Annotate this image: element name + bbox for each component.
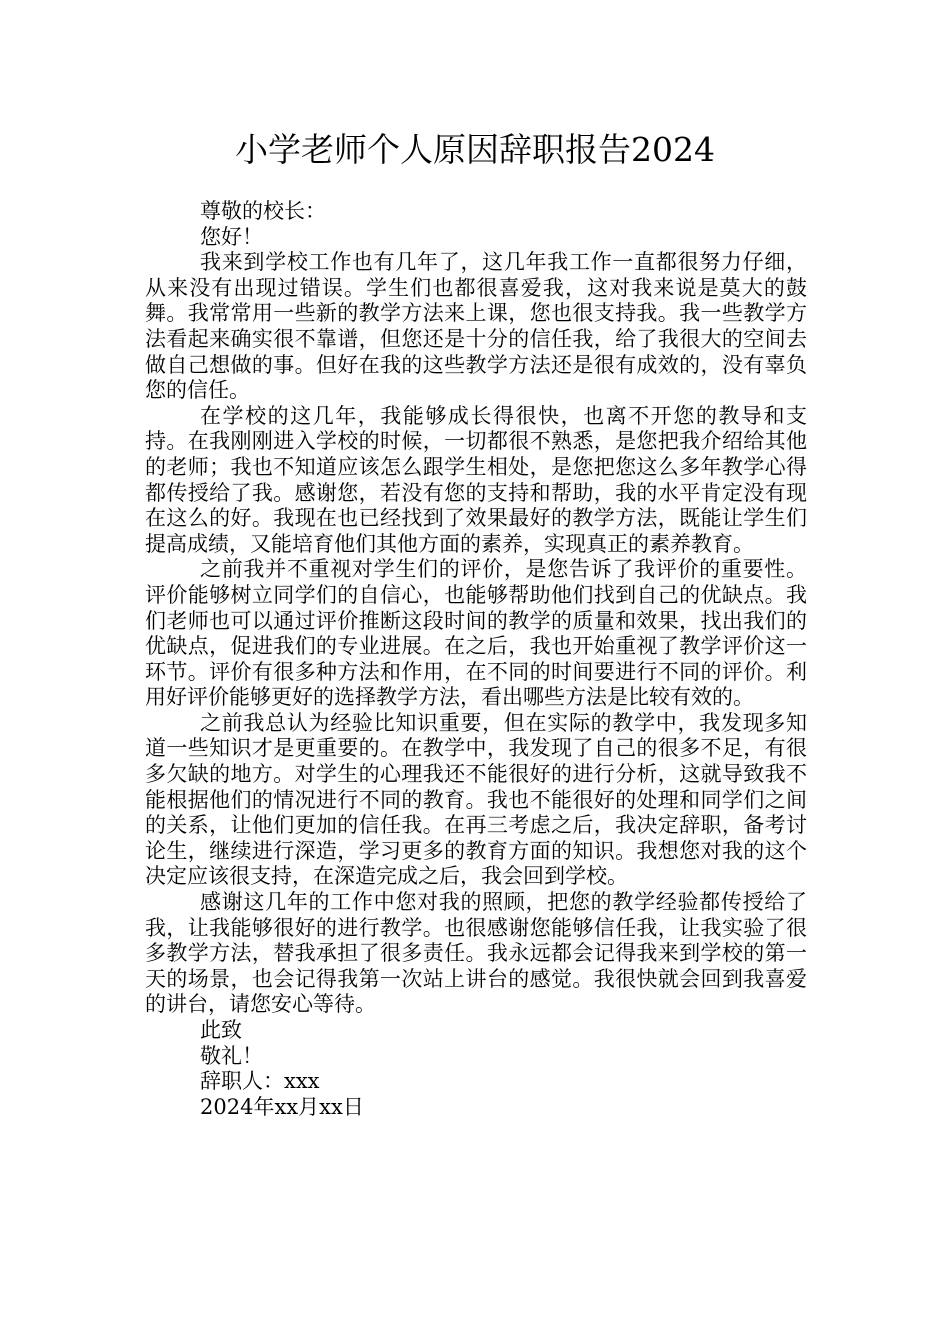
paragraph-1: 我来到学校工作也有几年了，这几年我工作一直都很努力仔细，从来没有出现过错误。学生们也都很喜爱我，这对我来说是莫大的鼓舞。我常常用一些新的教学方法来上课，您也很支持我。我一些教学方法看起来确实很不靠谱，但您还是十分的信任我，给了我很大的空间去做自己想做的事。但好在我的这些教学方法还是很有成效的，没有辜负您的信任。 — [145, 250, 807, 403]
signature: 辞职人：xxx — [200, 1069, 320, 1094]
paragraph-4: 之前我总认为经验比知识重要，但在实际的教学中，我发现多知道一些知识才是更重要的。在教学中，我发现了自己的很多不足，有很多欠缺的地方。对学生的心理我还不能很好的进行分析，这就导致我不能根据他们的情况进行不同的教育。我也不能很好的处理和同学们之间的关系，让他们更加的信任我。在再三考虑之后，我决定辞职，备考讨论生，继续进行深造，学习更多的教育方面的知识。我想您对我的这个决定应该很支持，在深造完成之后，我会回到学校。 — [145, 710, 807, 889]
paragraph-2: 在学校的这几年，我能够成长得很快，也离不开您的教导和支持。在我刚刚进入学校的时候，一切都很不熟悉，是您把我介绍给其他的老师；我也不知道应该怎么跟学生相处，是您把您这么多年教学心得都传授给了我。感谢您，若没有您的支持和帮助，我的水平肯定没有现在这么的好。我现在也已经找到了效果最好的教学方法，既能让学生们提高成绩，又能培育他们其他方面的素养，实现真正的素养教育。 — [145, 403, 807, 556]
regards: 敬礼！ — [200, 1043, 263, 1068]
paragraph-5: 感谢这几年的工作中您对我的照顾，把您的教学经验都传授给了我，让我能够很好的进行教学。也很感谢您能够信任我，让我实验了很多教学方法，替我承担了很多责任。我永远都会记得我来到学校的第一天的场景，也会记得我第一次站上讲台的感觉。我很快就会回到我喜爱的讲台，请您安心等待。 — [145, 890, 807, 1017]
letter-body — [145, 199, 807, 1120]
paragraph-3: 之前我并不重视对学生们的评价，是您告诉了我评价的重要性。评价能够树立同学们的自信心，也能够帮助他们找到自己的优缺点。我们老师也可以通过评价推断这段时间的教学的质量和效果，找出我们的优缺点，促进我们的专业进展。在之后，我也开始重视了教学评价这一环节。评价有很多种方法和作用，在不同的时间要进行不同的评价。利用好评价能够更好的选择教学方法，看出哪些方法是比较有效的。 — [145, 557, 807, 710]
date: 2024年xx月xx日 — [200, 1094, 364, 1119]
closing: 此致 — [200, 1018, 242, 1042]
greeting: 您好！ — [200, 224, 263, 249]
document-title: 小学老师个人原因辞职报告2024 — [235, 130, 715, 169]
salutation: 尊敬的校长： — [200, 199, 326, 223]
